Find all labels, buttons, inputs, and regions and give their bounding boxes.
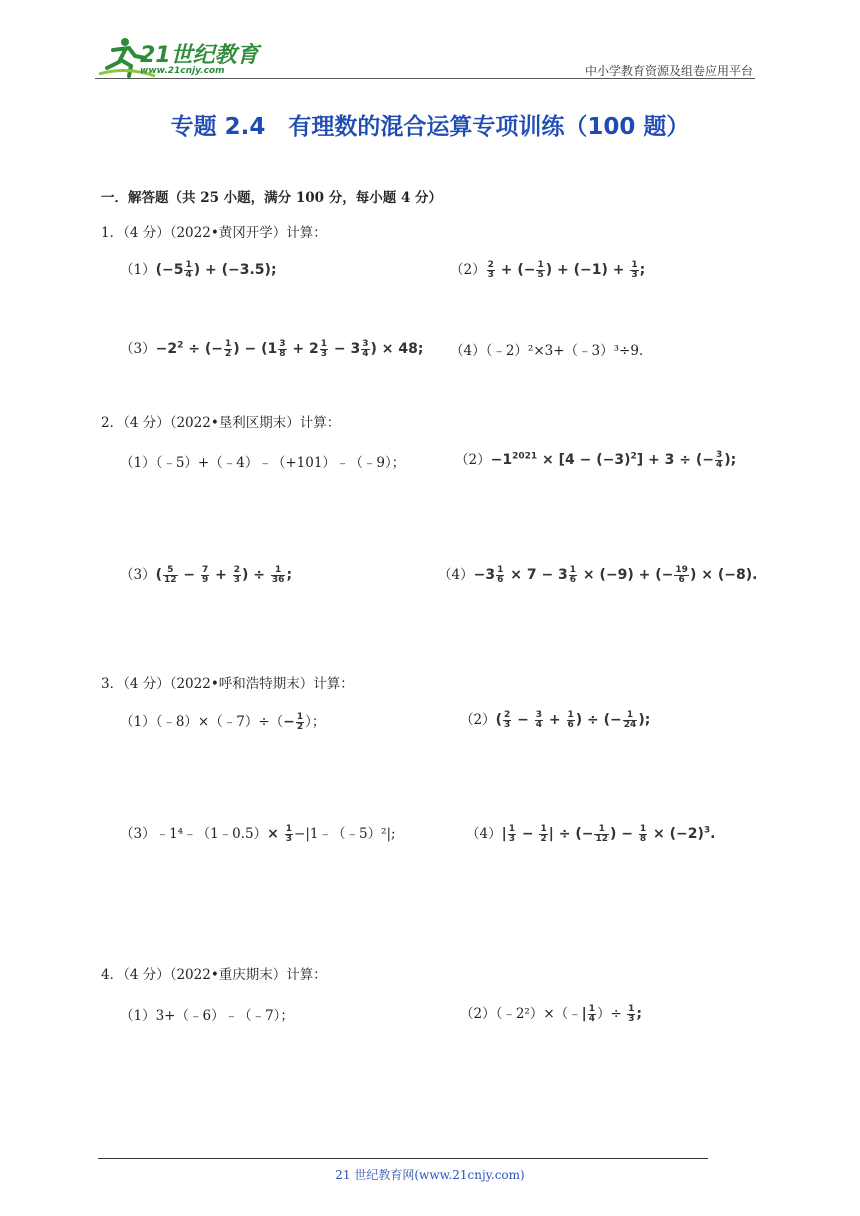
question-1-item-3: $(3)-2^2$ ÷ (− $\frac{1}{2}$ ) − (1 $\frac{3}{8}$ + 2 $\frac{1}{3}$ − 3 $\frac{3}{4}$ ) × 48;: [120, 338, 424, 359]
question-3-item-1: （1）（﹣8）×（﹣7）÷（− $\frac{1}{2}$ ）；: [120, 711, 326, 732]
footer-text: 21 世纪教育网(www.21cnjy.com): [335, 1168, 525, 1182]
platform-name: 中小学教育资源及组卷应用平台: [584, 64, 753, 78]
logo-text: 21世纪教育: [140, 43, 259, 68]
question-3-heading: 3．（4 分）（2022•呼和浩特期末）计算：: [101, 676, 354, 692]
header-divider: [95, 78, 755, 79]
question-4-item-2: （2）（﹣2²）×（﹣| $\frac{1}{4}$ ）÷ $\frac{1}{3}$ ;: [460, 1003, 643, 1024]
question-3-item-3: （3）﹣1⁴﹣（1﹣0.5）× $\frac{1}{3}$ −|1﹣（﹣5）²|;: [120, 823, 396, 844]
page-title: 专题 2.4 有理数的混合运算专项训练（100 题）: [170, 114, 690, 140]
question-1-heading: 1．（4 分）（2022•黄冈开学）计算：: [101, 225, 327, 241]
question-4-item-1: （1）3+（﹣6）﹣（﹣7）；: [120, 1008, 294, 1024]
question-3-item-2: （2）( $\frac{2}{3}$ − $\frac{3}{4}$ + $\frac{1}{6}$ ) ÷ (− $\frac{1}{24}$ );: [460, 709, 651, 730]
question-2-item-4: （4）−3 $\frac{1}{6}$ × 7 − 3 $\frac{1}{6}$ × (−9) + (− $\frac{19}{6}$ ) × (−8).: [438, 564, 758, 585]
question-2-item-1: （1）（﹣5）+（﹣4）﹣（+101）﹣（﹣9）；: [120, 455, 406, 471]
question-1-item-1: （1）(−5 $\frac{1}{4}$ ) + (−3.5);: [120, 259, 277, 280]
question-1-item-4: （4）（﹣2）²×3+（﹣3）³÷9．: [450, 343, 653, 359]
footer-divider: [98, 1158, 708, 1159]
question-1-item-2: （2） $\frac{2}{3}$ + (− $\frac{1}{5}$ ) + (−1) + $\frac{1}{3}$ ;: [450, 259, 646, 280]
question-2-item-2: $(2)-1^{2021} \times [4 - (-3)^2] + 3$ ÷ (− $\frac{3}{4}$ );: [455, 449, 737, 470]
question-3-item-4: （4）| $\frac{1}{3}$ − $\frac{1}{2}$ | ÷ (− $\frac{1}{12}$ ) − $\frac{1}{8}$ × $(-2)^3$.: [466, 823, 716, 844]
question-2-item-3: （3）( $\frac{5}{12}$ − $\frac{7}{9}$ + $\frac{2}{3}$ ) ÷ $\frac{1}{36}$ ;: [120, 564, 293, 585]
logo-url: www.21cnjy.com: [140, 66, 225, 76]
question-4-heading: 4．（4 分）（2022•重庆期末）计算：: [101, 967, 327, 983]
section-heading: 一．解答题（共 25 小题，满分 100 分，每小题 4 分）: [101, 190, 443, 206]
question-2-heading: 2．（4 分）（2022•垦利区期末）计算：: [101, 415, 341, 431]
